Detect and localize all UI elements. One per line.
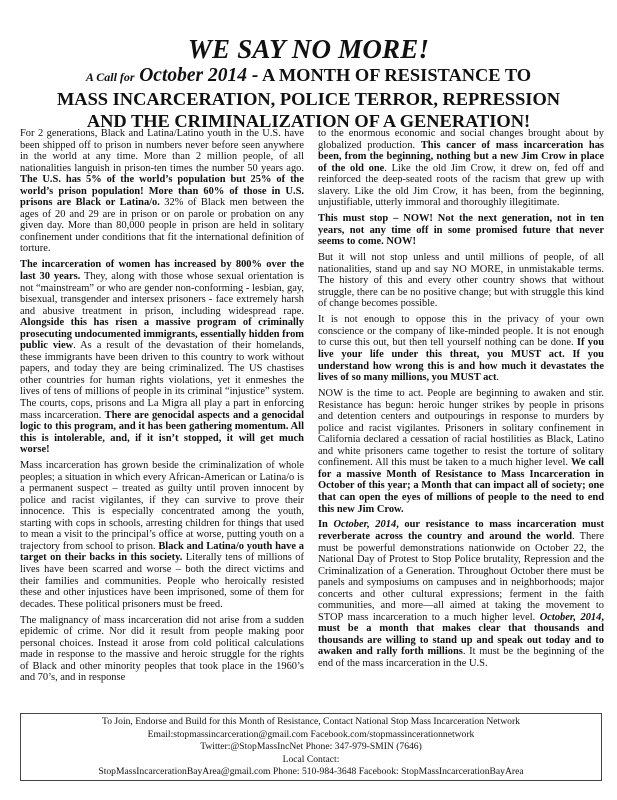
bold-text-run: We call for a massive Month of Resistance to Mass Incarceration in October of this year; a Month that can impact all of society; one that can open the eyes of millions of people to the need to end this new Jim Crow. <box>318 457 604 515</box>
paragraph <box>318 213 604 248</box>
bold-text-run: There are genocidal aspects and a genocidal logic to this program, and it has been gathering momentum. All this is intolerable, and, if it isn’t stopped, it will get much worse! <box>20 409 304 456</box>
bold-text-run: The U.S. has 5% of the world’s population but 25% of the world’s prison population! More than 60% of those in U.S. prisons are Black or Latina/o. <box>20 174 304 209</box>
text-run: 32% of Black men between the ages of 20 and 29 are in prison or on parole or probation on any given day. More than 80,000 people in prison are held in solitary confinement under conditions that fit the international definition of torture. <box>20 197 304 255</box>
bold-text-run: The incarceration of women has increased by 800% over the last 30 years. <box>20 259 304 282</box>
paragraph <box>318 314 604 383</box>
paragraph <box>318 128 604 209</box>
bold-text-run: This cancer of mass incarceration has been, from the beginning, nothing but a new Jim Crow in place of the old one <box>318 139 604 174</box>
paragraph <box>318 519 604 669</box>
flyer-title: WE SAY NO MORE! <box>187 34 430 64</box>
text-run: For 2 generations, Black and Latina/Latino youth in the U.S. have been shipped off to prison in numbers never before seen anywhere in the world at any time. More than 2 million people, of all nationalities languish in prison-ten times the number 50 years ago. <box>20 128 304 174</box>
text-run: . Like the old Jim Crow, it drew on, fed off and reinforced the deep-seated roots of the racism that grew up with slavery. Like the old Jim Crow, it has been, from the beginning, unjustifiable, utterly immoral and thoroughly illegitimate. <box>318 162 604 209</box>
text-run: . It must be the beginning of the end of the mass incarceration in the U.S. <box>318 646 605 670</box>
contact-line-network: To Join, Endorse and Build for this Month of Resistance, Contact National Stop Mass Incarceration Network <box>102 716 520 727</box>
bold-text-run: , our resistance to mass incarceration must reverberate across the country and around the world <box>318 519 604 542</box>
text-run: It is not enough to oppose this in the privacy of your own conscience or the company of like-minded people. It is not enough to curse this out, but then tell yourself nothing can be done. <box>318 314 604 349</box>
call-for-label: A Call for <box>85 70 135 84</box>
bold-text-run: In <box>318 519 334 531</box>
bold-text-run: This must stop – NOW! Not the next generation, not in ten years, not any time off in some promised future that never seems to come. NOW! <box>318 213 604 248</box>
paragraph <box>20 259 304 455</box>
subtitle-line-1-text: A MONTH OF RESISTANCE TO <box>258 65 532 85</box>
contact-box <box>20 713 602 781</box>
bold-text-run: October, 2014 <box>539 611 602 623</box>
bold-text-run: Black and Latina/o youth have a target on their backs in this society. <box>20 540 304 564</box>
flyer-header <box>0 34 617 132</box>
text-run: NOW is the time to act. People are beginning to awaken and stir. Resistance has begun: heroic hunger strikes by people in prisons and detention centers and outpourings in response to murders by police and racist vigilantes. Prisoners in solitary confinement in California declared a cessation of racial hostilities as Black, Latino and white prisoners came together to resist the torture of solitary confinement. All this must be taken to a much higher level. <box>318 388 604 469</box>
text-run: They, along with those whose sexual orientation is not “mainstream” or who are gender non-conforming - lesbian, gay, bisexual, transgender and intersex prisoners - face extremely harsh and abusive treatment in prison, including widespread rape. <box>20 270 304 317</box>
bold-text-run: If you live your life under this threat, you MUST act. If you understand how wrong this is and how much it devastates the lives of so many millions, you MUST act <box>318 337 605 384</box>
subtitle-line-3: AND THE CRIMINALIZATION OF A GENERATION! <box>86 111 531 131</box>
right-column <box>318 128 604 688</box>
paragraph <box>20 460 304 610</box>
bold-text-run: , must be a month that makes clear that thousands and thousands are willing to stand up and speak out today and to awaken and rally forth millions <box>318 611 604 658</box>
paragraph <box>20 615 304 684</box>
text-run: . <box>496 372 500 384</box>
body-columns <box>20 128 604 688</box>
local-contact-label: Local Contact: <box>282 753 340 765</box>
paragraph <box>318 388 604 515</box>
contact-line-email-facebook: Email:stopmassincarceration@gmail.com Facebook.com/stopmassincerationnetwork <box>147 728 475 740</box>
text-run: . There must be powerful demonstrations nationwide on October 22, the National Day of Protest to Stop Police brutality, Repression and the Criminalization of a Generation. Throughout October there must be panels and symposiums on campuses and in neighborhoods; major concerts and other cultural expressions; ferment in the faith communities, and more—all aimed at taking the movement to STOP mass incarceration to a much higher level. <box>318 531 604 623</box>
bold-text-run: October, 2014 <box>333 519 397 531</box>
text-run: The malignancy of mass incarceration did not arise from a sudden epidemic of crime. Nor did it result from people making poor personal choices. Instead it arose from cold political calculations made in response to the massive and heroic struggle for the rights of Black and other minority peoples that took place in the 1960’s and 70’s, and in response <box>20 614 304 684</box>
text-run: Literally tens of millions of lives have been scarred and worse – both the direct victims and their families and communities. People who heroically resisted these and other injustices have been imprisoned, some of them for decades. These political prisoners must be freed. <box>20 552 304 610</box>
contact-line-local: StopMassIncarcerationBayArea@gmail.com Phone: 510-984-3648 Facebook: StopMassIncarcerationBayArea <box>98 766 524 778</box>
subtitle-line-2: MASS INCARCERATION, POLICE TERROR, REPRESSION <box>56 89 561 109</box>
text-run: . As a result of the devastation of their homelands, these immigrants have been driven to this country to work without papers, and today they are being criminalized. The US chastises other countries for human rights violations, yet it enmeshes the lives of tens of millions of people in its criminal “injustice” system. The courts, cops, prisons and La Migra all play a part in enforcing mass incarceration. <box>20 340 304 421</box>
paragraph <box>318 252 604 310</box>
text-run: Mass incarceration has grown beside the criminalization of whole peoples; a situation in which every African-American or Latina/o is a permanent suspect – treated as guilty until proven innocent by police and racist vigilantes, if they can survive to prove their innocence. This is especially concentrated among the youth, starting with cops in schools, arresting children for things that used to mean a visit to the principal’s office at worse, putting youth on a trajectory from school to prison. <box>20 460 304 552</box>
subtitle-line-1 <box>0 64 617 88</box>
left-column <box>20 128 304 688</box>
contact-line-twitter-phone: Twitter:@StopMassIncNet Phone: 347-979-SMIN (7646) <box>200 741 422 753</box>
bold-text-run: Alongside this has risen a massive program of criminally prosecuting undocumented immigrants, essentially hidden from public view <box>20 317 304 352</box>
paragraph <box>20 128 304 255</box>
event-date: October 2014 - <box>139 65 259 86</box>
text-run: to the enormous economic and social changes brought about by globalized production. <box>318 128 604 151</box>
text-run: But it will not stop unless and until millions of people, of all nationalities, stand up and say NO MORE, in unmistakable terms. The history of this and every other country shows that without struggle, there can be no positive change; but with struggle this kind of change becomes possible. <box>318 252 604 310</box>
